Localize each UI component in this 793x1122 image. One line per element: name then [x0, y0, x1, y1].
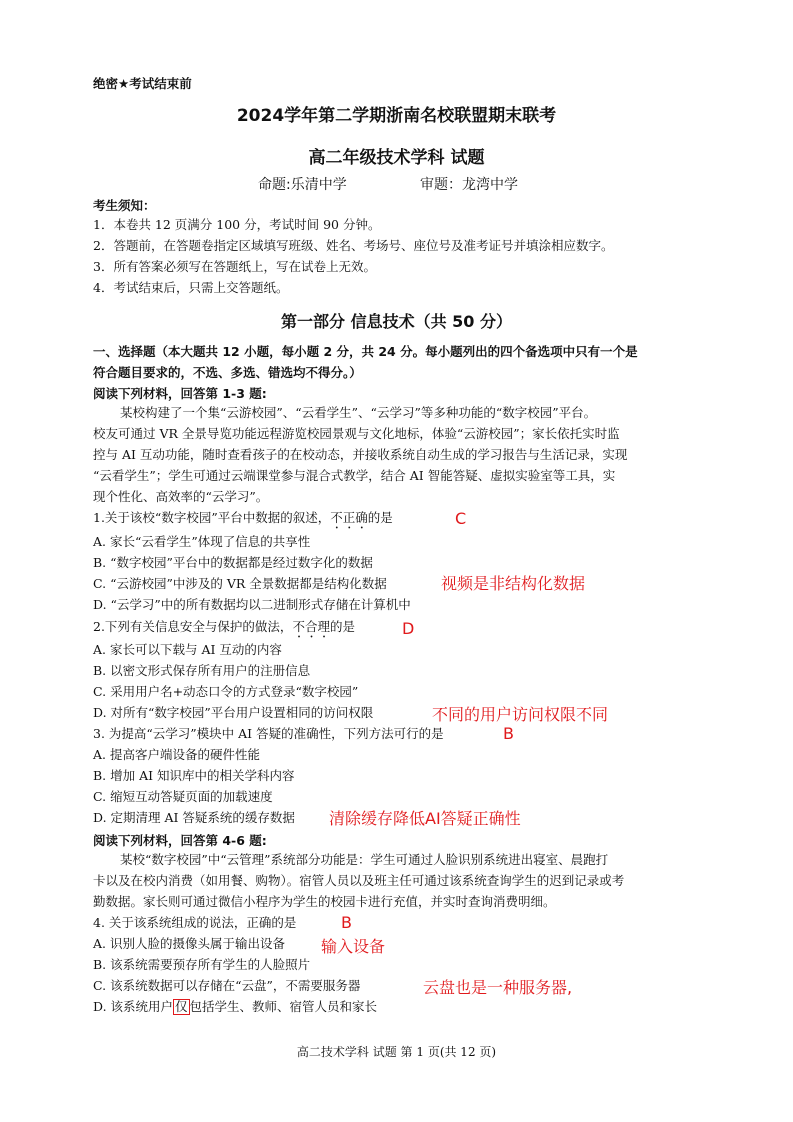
- q1-option-a: A. 家长“云看学生”体现了信息的共享性: [93, 534, 311, 549]
- section-title: 第一部分 信息技术（共 50 分）: [281, 312, 512, 331]
- q1-stem-post: 的是: [367, 510, 393, 525]
- notice-item: 2．答题前，在答题卷指定区域填写班级、姓名、考场号、座位号及准考证号并填涂相应数字。: [93, 238, 614, 253]
- q4-option-d-boxed: 仅: [175, 999, 188, 1014]
- q3-answer: B: [503, 724, 514, 743]
- q4-option-d-pre: D. 该系统用户: [93, 999, 174, 1014]
- q3-option-d: D. 定期清理 AI 答疑系统的缓存数据: [93, 810, 295, 825]
- reading1-line: 某校构建了一个集“云游校园”、“云看学生”、“云学习”等多种功能的“数字校园”平台。: [120, 405, 597, 420]
- reading1-line: 控与 AI 互动功能，随时查看孩子的在校动态，并接收系统自动生成的学习报告与生活记录，实现: [93, 447, 628, 462]
- choice-heading-cont: 符合题目要求的，不选、多选、错选均不得分。）: [93, 365, 362, 380]
- q3-note: 清除缓存降低AI答疑正确性: [329, 809, 521, 828]
- notice-heading: 考生须知：: [93, 198, 156, 213]
- reading1-line: 现个性化、高效率的“云学习”。: [93, 489, 269, 504]
- q1-option-d: D. “云学习”中的所有数据均以二进制形式存储在计算机中: [93, 597, 411, 612]
- q4-option-c: C. 该系统数据可以存储在“云盘”，不需要服务器: [93, 978, 361, 993]
- q2-stem-pre: 2.下列有关信息安全与保护的做法，: [93, 619, 293, 634]
- q2-option-d: D. 对所有“数字校园”平台用户设置相同的访问权限: [93, 705, 374, 720]
- exam-subtitle: 高二年级技术学科 试题: [308, 148, 485, 168]
- choice-heading: 一、选择题（本大题共 12 小题，每小题 2 分，共 24 分。每小题列出的四个备选项中只有一个是: [93, 344, 638, 359]
- page-footer: 高二技术学科 试题 第 1 页(共 12 页): [296, 1045, 497, 1059]
- q4-option-d: [93, 999, 377, 1015]
- reading2-line: 勤数据。家长则可通过微信小程序为学生的校园卡进行充值，并实时查询消费明细。: [93, 894, 556, 909]
- notice-item: 4．考试结束后，只需上交答题纸。: [93, 280, 289, 295]
- reading1-line: 校友可通过 VR 全景导览功能远程游览校园景观与文化地标，体验“云游校园”；家长依托实时监: [93, 426, 620, 441]
- q2-option-c: C. 采用用户名+动态口令的方式登录“数字校园”: [93, 684, 359, 699]
- q2-stem-post: 的是: [329, 619, 355, 634]
- q3-option-c: C. 缩短互动答疑页面的加载速度: [93, 789, 273, 804]
- q3-option-a: A. 提高客户端设备的硬件性能: [93, 747, 260, 762]
- exam-title: 2024学年第二学期浙南名校联盟期末联考: [236, 106, 557, 126]
- reading2-line: 某校“数字校园”中“云管理”系统部分功能是：学生可通过人脸识别系统进出寝室、晨跑打: [120, 852, 609, 867]
- q1-stem-pre: 1.关于该校“数字校园”平台中数据的叙述，: [93, 510, 331, 525]
- q4-note-c: 云盘也是一种服务器,: [423, 978, 573, 997]
- q1-option-c: C. “云游校园”中涉及的 VR 全景数据都是结构化数据: [93, 576, 387, 591]
- q1-stem: [93, 510, 393, 532]
- q2-note: 不同的用户访问权限不同: [432, 705, 609, 724]
- q4-note-a: 输入设备: [321, 937, 386, 956]
- q2-option-b: B. 以密文形式保存所有用户的注册信息: [93, 663, 311, 678]
- q4-option-b: B. 该系统需要预存所有学生的人脸照片: [93, 957, 311, 972]
- q2-stem-emphasis: 不合理: [292, 619, 330, 634]
- q4-option-d-post: 包括学生、教师、宿管人员和家长: [189, 999, 378, 1014]
- reading1-line: “云看学生”；学生可通过云端课堂参与混合式教学，结合 AI 智能答疑、虚拟实验室等工具，实: [93, 468, 616, 483]
- reading1-heading: 阅读下列材料，回答第 1-3 题:: [93, 386, 267, 401]
- q3-option-b: B. 增加 AI 知识库中的相关学科内容: [93, 768, 295, 783]
- q4-option-a: A. 识别人脸的摄像头属于输出设备: [93, 936, 285, 951]
- review-line: 审题：龙湾中学: [420, 177, 518, 193]
- q1-option-b: B. “数字校园”平台中的数据都是经过数字化的数据: [93, 555, 373, 570]
- notice-item: 1．本卷共 12 页满分 100 分，考试时间 90 分钟。: [93, 217, 381, 232]
- q3-stem: 3. 为提高“云学习”模块中 AI 答疑的准确性，下列方法可行的是: [93, 726, 444, 741]
- secret-label: 绝密★考试结束前: [93, 76, 192, 91]
- q2-stem: [93, 619, 355, 641]
- q1-stem-emphasis: 不正确: [330, 510, 368, 525]
- q2-option-a: A. 家长可以下载与 AI 互动的内容: [93, 642, 282, 657]
- q1-answer: C: [455, 509, 467, 528]
- q2-answer: D: [402, 619, 415, 638]
- q1-note: 视频是非结构化数据: [441, 574, 586, 593]
- notice-item: 3．所有答案必须写在答题纸上，写在试卷上无效。: [93, 259, 376, 274]
- reading2-line: 卡以及在校内消费（如用餐、购物）。宿管人员以及班主任可通过该系统查询学生的迟到记录或考: [93, 873, 625, 888]
- q4-answer: B: [341, 913, 352, 932]
- q4-stem: 4. 关于该系统组成的说法，正确的是: [93, 915, 297, 930]
- author-line: 命题:乐清中学: [258, 177, 347, 193]
- reading2-heading: 阅读下列材料，回答第 4-6 题:: [93, 833, 267, 848]
